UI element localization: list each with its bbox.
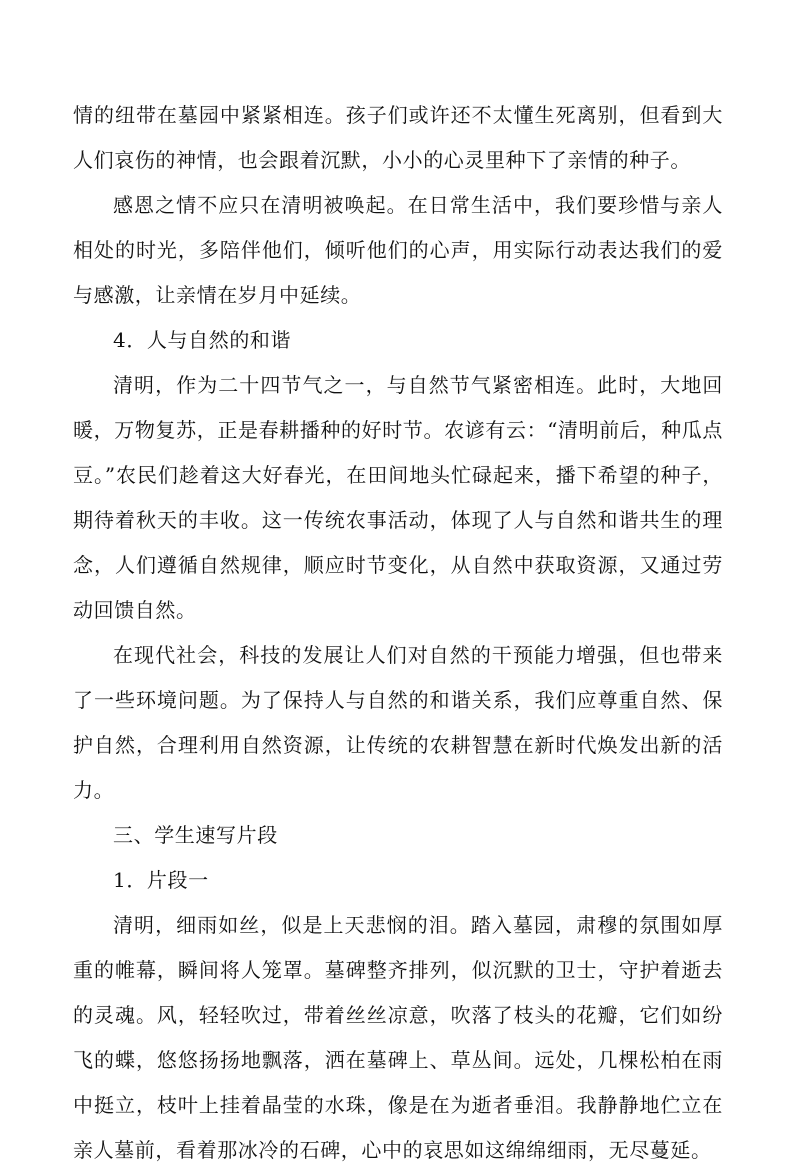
section-heading-harmony-with-nature: 4．人与自然的和谐 — [113, 328, 292, 352]
paragraph-fragment-one-text: 清明，细雨如丝，似是上天悲悯的泪。踏入墓园，肃穆的氛围如厚重的帷幕，瞬间将人笼罩。墓碑整齐排列，似沉默的卫士，守护着逝去的灵魂。风，轻轻吹过，带着丝丝凉意，吹落了枝头的花瓣，它们如纷飞的蝶，悠悠扬扬地飘落，洒在墓碑上、草丛间。远处，几棵松柏在雨中挺立，枝叶上挂着晶莹的水珠，像是在为逝者垂泪。我静静地伫立在亲人墓前，看着那冰冷的石碑，心中的哀思如这绵绵细雨，无尽蔓延。 — [73, 913, 723, 1162]
subsection-heading-fragment-one: 1．片段一 — [113, 868, 209, 892]
document-body — [73, 93, 723, 1173]
paragraph-qingming-solar-term: 清明，作为二十四节气之一，与自然节气紧密相连。此时，大地回暖，万物复苏，正是春耕播种的好时节。农谚有云：“清明前后，种瓜点豆。”农民们趁着这大好春光，在田间地头忙碌起来，播下希望的种子，期待着秋天的丰收。这一传统农事活动，体现了人与自然和谐共生的理念，人们遵循自然规律，顺应时节变化，从自然中获取资源，又通过劳动回馈自然。 — [73, 373, 723, 622]
paragraph-family-bond-continued: 情的纽带在墓园中紧紧相连。孩子们或许还不太懂生死离别，但看到大人们哀伤的神情，也会跟着沉默，小小的心灵里种下了亲情的种子。 — [73, 103, 723, 172]
paragraph-gratitude: 感恩之情不应只在清明被唤起。在日常生活中，我们要珍惜与亲人相处的时光，多陪伴他们，倾听他们的心声，用实际行动表达我们的爱与感激，让亲情在岁月中延续。 — [73, 193, 723, 307]
paragraph-modern-society: 在现代社会，科技的发展让人们对自然的干预能力增强，但也带来了一些环境问题。为了保持人与自然的和谐关系，我们应尊重自然、保护自然，合理利用自然资源，让传统的农耕智慧在新时代焕发出新的活力。 — [73, 643, 723, 802]
section-heading-student-sketches: 三、学生速写片段 — [113, 823, 278, 847]
